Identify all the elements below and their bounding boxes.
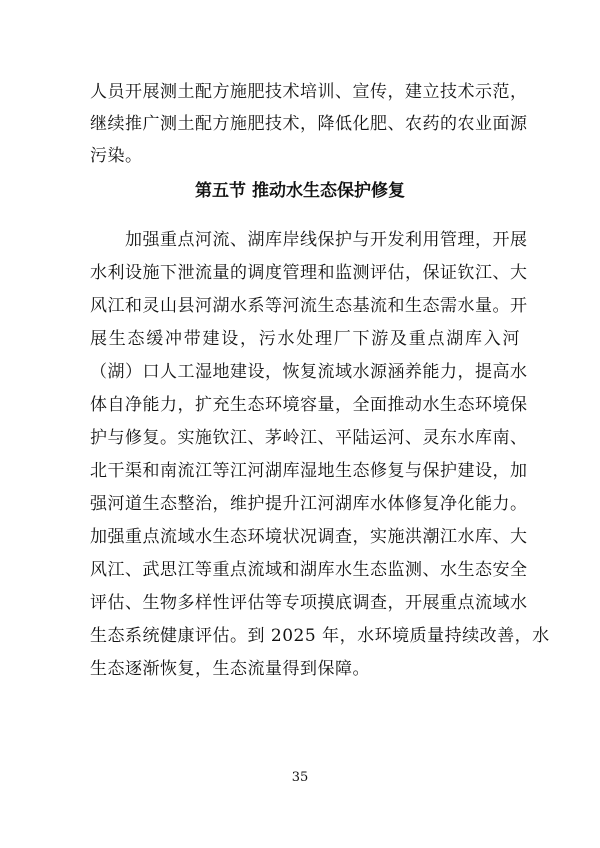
- paragraph-2-line: 加强重点流域水生态环境状况调查，实施洪潮江水库、大: [90, 527, 528, 547]
- page-number: 35: [291, 770, 309, 785]
- paragraph-2-line: 加强重点河流、湖库岸线保护与开发利用管理，开展: [90, 230, 528, 250]
- paragraph-2-line: 评估、生物多样性评估等专项摸底调查，开展重点流域水: [90, 593, 528, 613]
- section-heading: 第五节 推动水生态保护修复: [195, 181, 405, 201]
- paragraph-2-line: 强河道生态整治，维护提升江河湖库水体修复净化能力。: [90, 494, 528, 514]
- paragraph-2-line: 北干渠和南流江等江河湖库湿地生态修复与保护建设，加: [90, 461, 528, 481]
- paragraph-2-line: 展生态缓冲带建设，污水处理厂下游及重点湖库入河: [90, 329, 520, 349]
- paragraph-1-line: 人员开展测土配方施肥技术培训、宣传，建立技术示范，: [90, 82, 528, 102]
- paragraph-2-line: 风江、武思江等重点流域和湖库水生态监测、水生态安全: [90, 560, 528, 580]
- paragraph-2-line: 生态系统健康评估。到 2025 年，水环境质量持续改善，水: [90, 626, 550, 646]
- paragraph-2-line: 风江和灵山县河湖水系等河流生态基流和生态需水量。开: [90, 296, 528, 316]
- paragraph-2-line: 护与修复。实施钦江、茅岭江、平陆运河、灵东水库南、: [90, 428, 528, 448]
- paragraph-2-line: 生态逐渐恢复，生态流量得到保障。: [90, 659, 370, 679]
- paragraph-1-line: 继续推广测土配方施肥技术，降低化肥、农药的农业面源: [90, 114, 528, 134]
- paragraph-2-line: 体自净能力，扩充生态环境容量，全面推动水生态环境保: [90, 395, 528, 415]
- paragraph-1-line: 污染。: [90, 146, 143, 166]
- paragraph-2-line: 水利设施下泄流量的调度管理和监测评估，保证钦江、大: [90, 263, 528, 283]
- paragraph-2-line: （湖）口人工湿地建设，恢复流域水源涵养能力，提高水: [90, 362, 528, 382]
